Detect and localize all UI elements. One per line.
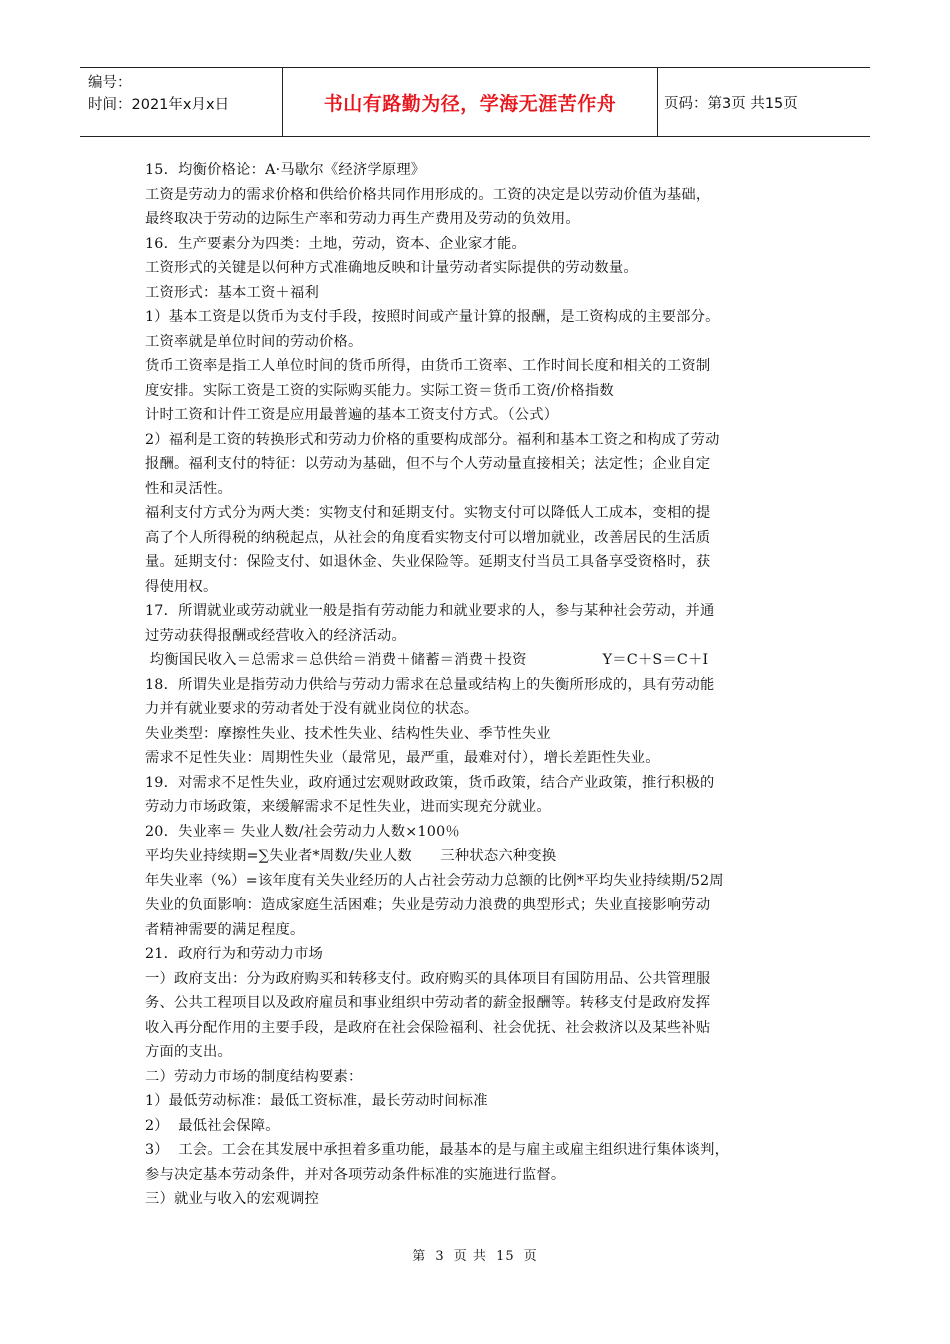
body-line: 福利支付方式分为两大类：实物支付和延期支付。实物支付可以降低人工成本，变相的提	[145, 505, 711, 521]
body-line: 过劳动获得报酬或经营收入的经济活动。	[145, 627, 406, 644]
header-page-info: 页码：第3页 共15页	[664, 95, 798, 112]
body-line: 20．失业率＝ 失业人数/社会劳动力人数×100％	[145, 823, 460, 840]
body-line: 一）政府支出：分为政府购买和转移支付。政府购买的具体项目有国防用品、公共管理服	[145, 970, 711, 987]
body-line: 15．均衡价格论：A·马歇尔《经济学原理》	[145, 162, 426, 178]
footer-current-page: 3	[435, 1249, 445, 1264]
body-line: 方面的支出。	[145, 1044, 232, 1060]
page-footer	[0, 1245, 950, 1264]
header-meta	[80, 68, 283, 136]
body-line: 收入再分配作用的主要手段，是政府在社会保险福利、社会优抚、社会救济以及某些补贴	[145, 1019, 711, 1036]
body-line: 报酬。福利支付的特征：以劳动为基础，但不与个人劳动量直接相关；法定性；企业自定	[145, 456, 711, 472]
page-header	[80, 67, 870, 137]
body-line: 16．生产要素分为四类：土地，劳动，资本、企业家才能。	[145, 235, 527, 252]
footer-prefix: 第	[412, 1249, 427, 1264]
body-line: 计时工资和计件工资是应用最普遍的基本工资支付方式。（公式）	[145, 407, 559, 423]
body-line: 失业类型：摩擦性失业、技术性失业、结构性失业、季节性失业	[145, 725, 551, 742]
body-line: 二）劳动力市场的制度结构要素：	[145, 1068, 363, 1085]
document-body	[145, 158, 813, 1212]
body-line: 参与决定基本劳动条件，并对各项劳动条件标准的实施进行监督。	[145, 1166, 566, 1183]
body-line: 工资率就是单位时间的劳动价格。	[145, 333, 363, 350]
body-line: 得使用权。	[145, 578, 218, 595]
footer-suffix: 页	[523, 1249, 538, 1264]
body-line: 均衡国民收入＝总需求＝总供给＝消费＋储蓄＝消费＋投资 Y＝C＋S＝C＋I	[145, 652, 709, 668]
body-line: 者精神需要的满足程度。	[145, 921, 305, 938]
body-line: 21．政府行为和劳动力市场	[145, 946, 324, 962]
body-line: 2）福利是工资的转换形式和劳动力价格的重要构成部分。福利和基本工资之和构成了劳动	[145, 431, 720, 448]
body-line: 务、公共工程项目以及政府雇员和事业组织中劳动者的薪金报酬等。转移支付是政府发挥	[145, 995, 711, 1011]
body-line: 工资形式的关键是以何种方式准确地反映和计量劳动者实际提供的劳动数量。	[145, 260, 638, 276]
body-line: 1）基本工资是以货币为支付手段，按照时间或产量计算的报酬，是工资构成的主要部分。	[145, 309, 720, 325]
body-line: 货币工资率是指工人单位时间的货币所得，由货币工资率、工作时间长度和相关的工资制	[145, 358, 711, 374]
body-line: 力并有就业要求的劳动者处于没有就业岗位的状态。	[145, 701, 479, 717]
body-line: 1）最低劳动标准：最低工资标准，最长劳动时间标准	[145, 1093, 488, 1109]
body-line: 失业的负面影响：造成家庭生活困难；失业是劳动力浪费的典型形式；失业直接影响劳动	[145, 897, 711, 913]
body-line: 2） 最低社会保障。	[145, 1117, 280, 1134]
body-line: 工资形式：基本工资＋福利	[145, 284, 319, 301]
body-line: 18．所谓失业是指劳动力供给与劳动力需求在总量或结构上的失衡所形成的，具有劳动能	[145, 676, 715, 693]
body-line: 需求不足性失业：周期性失业（最常见，最严重，最难对付），增长差距性失业。	[145, 750, 660, 766]
document-number-label: 编号：	[88, 75, 132, 91]
document-date: 时间：2021年x月x日	[88, 97, 230, 113]
body-line: 量。延期支付：保险支付、如退休金、失业保险等。延期支付当员工具备享受资格时，获	[145, 554, 711, 570]
body-line: 17．所谓就业或劳动就业一般是指有劳动能力和就业要求的人，参与某种社会劳动，并通	[145, 603, 715, 619]
header-motto: 书山有路勤为径，学海无涯苦作舟	[283, 68, 658, 136]
body-line: 高了个人所得税的纳税起点，从社会的角度看实物支付可以增加就业，改善居民的生活质	[145, 529, 711, 546]
footer-middle: 页 共	[453, 1249, 487, 1264]
body-line: 年失业率（%）=该年度有关失业经历的人占社会劳动力总额的比例*平均失业持续期/52周	[145, 872, 724, 889]
body-line: 19．对需求不足性失业，政府通过宏观财政政策，货币政策，结合产业政策，推行积极的	[145, 774, 715, 791]
footer-total-pages: 15	[496, 1249, 515, 1264]
body-line: 劳动力市场政策，来缓解需求不足性失业，进而实现充分就业。	[145, 799, 551, 815]
body-line: 三）就业与收入的宏观调控	[145, 1191, 319, 1207]
body-line: 度安排。实际工资是工资的实际购买能力。实际工资＝货币工资/价格指数	[145, 382, 614, 399]
body-line: 平均失业持续期=∑失业者*周数/失业人数 三种状态六种变换	[145, 848, 557, 864]
body-line: 工资是劳动力的需求价格和供给价格共同作用形成的。工资的决定是以劳动价值为基础，	[145, 186, 711, 203]
body-line: 3） 工会。工会在其发展中承担着多重功能，最基本的是与雇主或雇主组织进行集体谈判，	[145, 1142, 730, 1158]
body-line: 最终取决于劳动的边际生产率和劳动力再生产费用及劳动的负效用。	[145, 211, 580, 227]
body-line: 性和灵活性。	[145, 480, 232, 497]
